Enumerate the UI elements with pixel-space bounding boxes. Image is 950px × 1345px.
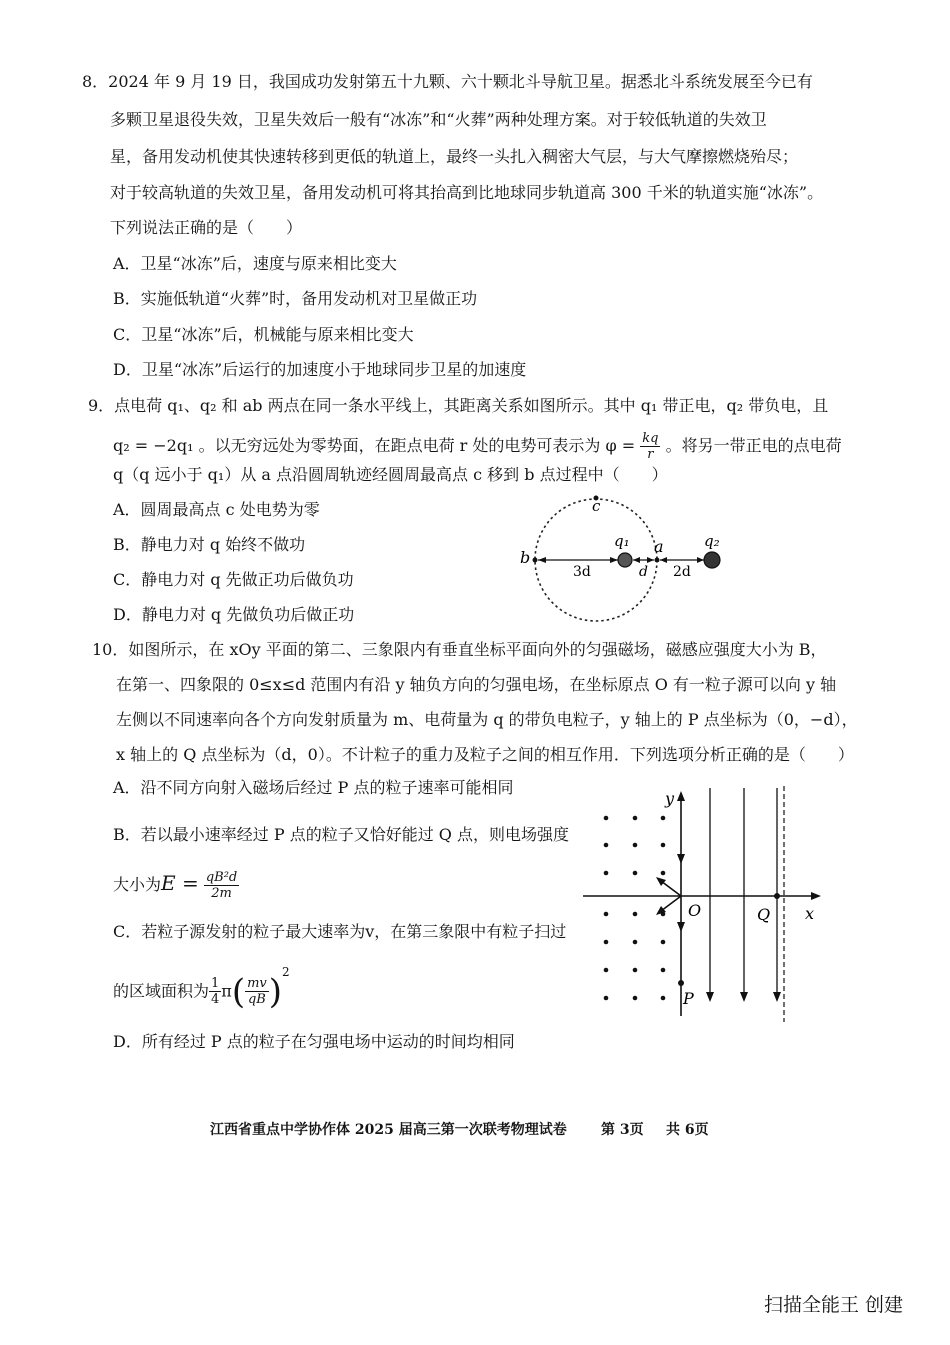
- charge-q2: [704, 552, 720, 568]
- x-axis-label: x: [805, 904, 815, 923]
- emission-arrow-lower: [661, 896, 681, 911]
- label-d: d: [639, 564, 648, 580]
- field-e-numerator: qB²d: [205, 870, 238, 885]
- potential-numerator: kq: [642, 431, 659, 446]
- label-c: c: [592, 497, 601, 515]
- arrowhead-left-d: [633, 557, 640, 563]
- q10-option-c-line-1: C．若粒子源发射的粒子最大速率为v，在第三象限中有粒子扫过: [113, 922, 567, 941]
- potential-fraction: [640, 431, 660, 462]
- label-q2: q₂: [704, 532, 720, 550]
- arrowhead-left-3d: [538, 557, 546, 563]
- left-paren: (: [231, 971, 246, 1012]
- point-p: [678, 980, 684, 986]
- footer-exam-title: 江西省重点中学协作体 2025 届高三第一次联考物理试卷: [210, 1122, 567, 1138]
- arrowhead-right-3d: [610, 557, 618, 563]
- q10-option-b-line-2: [113, 865, 239, 903]
- q10-line-4: x 轴上的 Q 点坐标为（d，0）。不计粒子的重力及粒子之间的相互作用．下列选项分析正确的是（ ）: [116, 745, 854, 764]
- arrowhead-right-d: [647, 557, 654, 563]
- radius-fraction: [245, 976, 269, 1007]
- magnetic-field-dots: [604, 816, 666, 1001]
- field-e-symbol: E =: [161, 871, 199, 895]
- potential-denominator: r: [647, 447, 654, 462]
- q8-line-4: 对于较高轨道的失效卫星，备用发动机可将其抬高到比地球同步轨道高 300 千米的轨道实施“冰冻”。: [110, 183, 824, 202]
- radius-numerator: mv: [247, 976, 267, 992]
- x-axis-arrowhead: [811, 892, 821, 900]
- q9-line-2-tail: 。将另一带正电的点电荷: [665, 436, 842, 455]
- arrowhead-right-2d: [697, 557, 704, 563]
- q10-line-2: 在第一、四象限的 0≤x≤d 范围内有沿 y 轴负方向的匀强电场，在坐标原点 O 有一粒子源可以向 y 轴: [116, 675, 837, 694]
- y-axis-arrowhead: [677, 791, 685, 801]
- field-arrow-3: [773, 992, 781, 1002]
- radius-denominator: qB: [247, 992, 266, 1008]
- q8-line-3: 星，备用发动机使其快速转移到更低的轨道上，最终一头扎入稠密大气层，与大气摩擦燃烧殆尽；: [110, 147, 799, 166]
- q10-line-1: 10．如图所示，在 xOy 平面的第二、三象限内有垂直坐标平面向外的匀强磁场，磁感应强度大小为 B，: [92, 640, 827, 659]
- label-2d: 2d: [673, 564, 691, 580]
- field-e-fraction: [204, 870, 239, 901]
- q10-option-c-prefix: 的区域面积为: [113, 981, 210, 1001]
- y-axis-down-arrow-lower: [677, 922, 685, 932]
- q9-option-a: A．圆周最高点 c 处电势为零: [113, 500, 320, 519]
- area-quarter-fraction: [209, 976, 221, 1007]
- right-paren: ): [268, 971, 283, 1012]
- q8-line-2: 多颗卫星退役失效，卫星失效后一般有“冰冻”和“火葬”两种处理方案。对于较低轨道的失效卫: [110, 110, 767, 129]
- q8-option-b: B．实施低轨道“火葬”时，备用发动机对卫星做正功: [113, 289, 478, 308]
- q10-option-b-line-1: B．若以最小速率经过 P 点的粒子又恰好能过 Q 点，则电场强度: [113, 825, 569, 844]
- q10-line-3: 左侧以不同速率向各个方向发射质量为 m、电荷量为 q 的带负电粒子，y 轴上的 P 点坐标为（0，−d），: [116, 710, 858, 729]
- q9-option-c: C．静电力对 q 先做正功后做负功: [113, 570, 354, 589]
- q9-line-1: 9．点电荷 q₁、q₂ 和 ab 两点在同一条水平线上，其距离关系如图所示。其中 q₁ 带正电，q₂ 带负电，且: [88, 396, 829, 415]
- y-axis-label: y: [665, 789, 675, 808]
- point-a: [655, 558, 660, 563]
- label-3d: 3d: [573, 564, 591, 580]
- q10-option-a: A．沿不同方向射入磁场后经过 P 点的粒子速率可能相同: [113, 778, 514, 797]
- pi-symbol: π: [221, 981, 232, 1001]
- label-a: a: [654, 537, 664, 556]
- area-quarter-numerator: 1: [211, 976, 220, 992]
- q8-line-5: 下列说法正确的是（ ）: [110, 218, 303, 237]
- label-q: Q: [757, 905, 771, 924]
- point-b: [533, 558, 538, 563]
- label-q1: q₁: [614, 532, 630, 550]
- footer-page-number: 第 3页: [601, 1122, 644, 1138]
- area-quarter-denominator: 4: [211, 992, 220, 1008]
- label-origin: O: [688, 901, 702, 920]
- footer-page-total: 共 6页: [666, 1122, 709, 1138]
- q9-line-2: [113, 430, 842, 462]
- q9-line-3: q（q 远小于 q₁）从 a 点沿圆周轨迹经圆周最高点 c 移到 b 点过程中（ ）: [113, 465, 668, 484]
- q8-option-d: D．卫星“冰冻”后运行的加速度小于地球同步卫星的加速度: [113, 360, 527, 379]
- label-b: b: [520, 548, 531, 567]
- charge-q1: [618, 553, 632, 567]
- emission-arrow-upper: [661, 881, 681, 896]
- field-e-denominator: 2m: [211, 886, 232, 901]
- q9-charge-figure: [510, 488, 750, 633]
- q9-option-d: D．静电力对 q 先做负功后做正功: [113, 605, 355, 624]
- label-p: P: [683, 989, 694, 1008]
- q8-line-1: 8．2024 年 9 月 19 日，我国成功发射第五十九颗、六十颗北斗导航卫星。据悉北斗系统发展至今已有: [82, 72, 813, 91]
- y-axis-down-arrow-upper: [677, 854, 685, 864]
- q8-option-c: C．卫星“冰冻”后，机械能与原来相比变大: [113, 325, 414, 344]
- field-arrow-2: [740, 992, 748, 1002]
- q9-line-2-text: q₂ = −2q₁ 。以无穷远处为零势面，在距点电荷 r 处的电势可表示为 φ =: [113, 436, 636, 455]
- q10-field-figure: [575, 786, 835, 1026]
- field-arrow-1: [706, 992, 714, 1002]
- q9-option-b: B．静电力对 q 始终不做功: [113, 535, 306, 554]
- q10-option-c-line-2: [113, 962, 290, 1016]
- q8-option-a: A．卫星“冰冻”后，速度与原来相比变大: [113, 254, 397, 273]
- point-q: [774, 893, 780, 899]
- emission-arrowhead-upper: [656, 877, 666, 886]
- q10-option-d: D．所有经过 P 点的粒子在匀强电场中运动的时间均相同: [113, 1032, 515, 1051]
- square-exponent: 2: [282, 965, 290, 979]
- q10-option-b-prefix: 大小为: [113, 875, 162, 894]
- scanner-watermark: 扫描全能王 创建: [764, 1294, 904, 1316]
- arrowhead-left-2d: [660, 557, 667, 563]
